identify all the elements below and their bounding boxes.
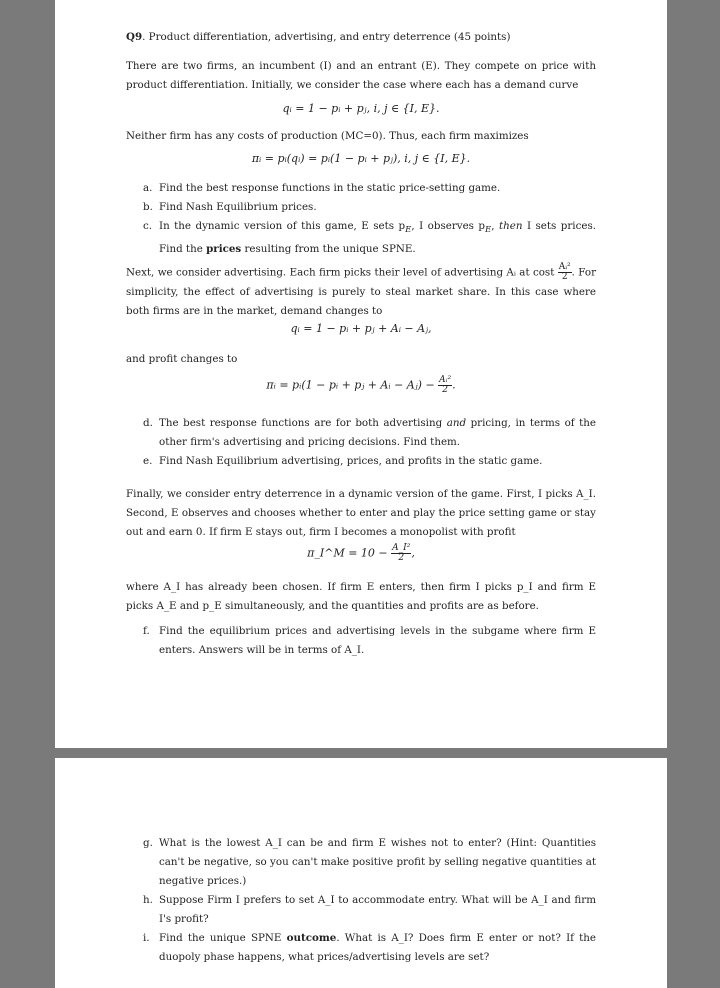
text-run: The best response functions are for both advertising: [159, 417, 447, 429]
profit-equation-advertising: [55, 376, 667, 395]
list-text: Find the best response functions in the static price-setting game.: [159, 182, 501, 194]
text-run: Find the unique SPNE: [159, 932, 287, 944]
text-run: I sets prices. Find the: [159, 220, 597, 256]
document-page-1: [55, 0, 667, 748]
fraction-numerator: Aᵢ²: [558, 262, 571, 272]
fraction-numerator: A_I²: [392, 543, 411, 553]
text-run: . For simplicity, the effect of advertising is purely to steal market share. In this case where both firms are in the market, demand changes to: [126, 266, 596, 317]
text-run: .: [452, 378, 456, 392]
question-title-text: . Product differentiation, advertising, and entry deterrence (45 points): [142, 31, 511, 43]
list-text: Find Nash Equilibrium advertising, prices, and profits in the static game.: [159, 455, 543, 467]
list-item-i: [143, 929, 596, 967]
fraction-denominator: 2: [561, 272, 568, 282]
document-page-2: [55, 758, 667, 988]
text-run: pricing, in terms of the other firm's advertising and pricing decisions. Find them.: [159, 417, 596, 448]
list-item-g: [143, 834, 596, 891]
list-item-e: [143, 452, 596, 471]
list-text: What is the lowest A_I can be and firm E wishes not to enter? (Hint: Quantities can't be negative, so you can't make positive profit by selling negative quantities at negative prices.): [159, 837, 596, 887]
advertising-paragraph: [126, 263, 596, 321]
text-run: π_I^M = 10 −: [307, 546, 392, 560]
question-title: [126, 28, 596, 47]
list-item-a: [143, 179, 596, 198]
text-run: ,: [411, 546, 415, 560]
list-marker: c.: [143, 220, 153, 232]
fraction-numerator: Aᵢ²: [439, 375, 452, 385]
question-number: Q9: [126, 31, 143, 43]
fraction-denominator: 2: [442, 385, 448, 395]
cost-fraction: [558, 263, 572, 282]
emphasis: then: [499, 220, 523, 232]
text-run: Next, we consider advertising. Each firm picks their level of advertising Aᵢ at cost: [126, 266, 558, 279]
subscript: E: [485, 225, 492, 236]
list-marker: i.: [143, 932, 150, 944]
monopoly-profit-equation: [55, 544, 667, 563]
list-text: Find the equilibrium prices and advertising levels in the subgame where firm E enters. Answers will be in terms of A_I.: [159, 625, 596, 656]
profit-equation: πᵢ = pᵢ(qᵢ) = pᵢ(1 − pᵢ + pⱼ), i, j ∈ {I, E}.: [251, 152, 471, 165]
emphasis: and: [446, 417, 467, 429]
profit-changes-sentence: and profit changes to: [126, 353, 238, 365]
list-marker: h.: [143, 894, 153, 906]
bold-word: outcome: [286, 932, 337, 944]
demand-equation-advertising: qᵢ = 1 − pᵢ + pⱼ + Aᵢ − Aⱼ,: [290, 322, 432, 335]
list-marker: f.: [143, 625, 150, 637]
bold-word: prices: [206, 243, 242, 256]
cost-fraction: [391, 544, 411, 563]
entry-deterrence-paragraph: Finally, we consider entry deterrence in a dynamic version of the game. First, I picks A_I. Second, E observes and chooses whether to enter and play the price setting game or stay out and earn 0. If firm E stays out, firm I becomes a monopolist with profit: [126, 488, 596, 538]
list-text: Suppose Firm I prefers to set A_I to accommodate entry. What will be A_I and firm I's profit?: [159, 894, 596, 925]
list-text: Find Nash Equilibrium prices.: [159, 201, 317, 213]
fraction-denominator: 2: [398, 553, 405, 563]
list-marker: g.: [143, 837, 153, 849]
list-item-h: [143, 891, 596, 929]
list-text: [159, 929, 596, 967]
list-text: [159, 217, 596, 259]
list-item-f: [143, 622, 596, 660]
list-item-b: [143, 198, 596, 217]
list-item-d: [143, 414, 596, 452]
subscript: E: [405, 225, 412, 236]
list-item-c: [143, 217, 596, 259]
list-marker: d.: [143, 417, 153, 429]
intro-paragraph: There are two firms, an incumbent (I) and an entrant (E). They compete on price with product differentiation. Initially, we consider the case where each has a demand curve: [126, 60, 596, 91]
text-run: , I observes p: [411, 220, 486, 232]
list-marker: e.: [143, 455, 153, 467]
where-paragraph: where A_I has already been chosen. If firm E enters, then firm I picks p_I and firm E picks A_E and p_E simultaneously, and the quantities and profits are as before.: [126, 581, 596, 612]
text-run: . What is A_I? Does firm E enter or not? If the duopoly phase happens, what prices/advertising levels are set?: [159, 932, 597, 963]
demand-equation: qᵢ = 1 − pᵢ + pⱼ, i, j ∈ {I, E}.: [282, 102, 440, 115]
text-run: resulting from the unique SPNE.: [241, 243, 416, 256]
text-run: In the dynamic version of this game, E sets p: [159, 220, 406, 232]
list-marker: a.: [143, 182, 153, 194]
cost-fraction: [438, 376, 452, 395]
text-run: ,: [491, 220, 500, 232]
text-run: πᵢ = pᵢ(1 − pᵢ + pⱼ + Aᵢ − Aⱼ) −: [266, 378, 439, 392]
list-text: [159, 414, 596, 452]
no-cost-sentence: Neither firm has any costs of production (MC=0). Thus, each firm maximizes: [126, 130, 529, 142]
list-marker: b.: [143, 201, 153, 213]
